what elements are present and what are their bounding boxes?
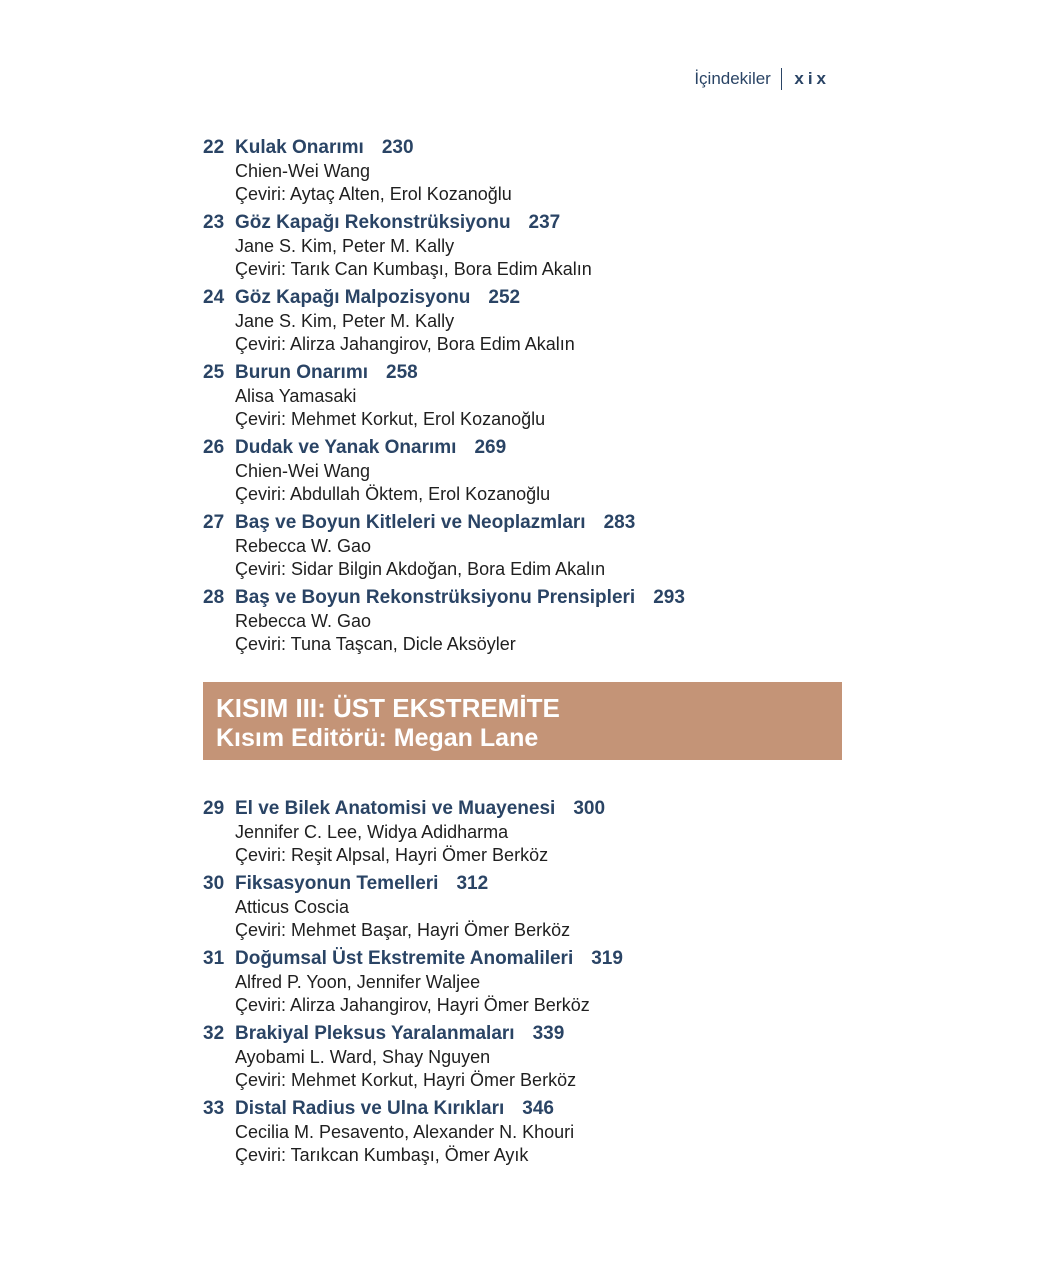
page-number: xix <box>794 69 830 88</box>
chapter-authors: Jane S. Kim, Peter M. Kally <box>235 311 455 331</box>
chapter-number: 30 <box>203 873 225 894</box>
chapter-title-line[interactable] <box>235 436 843 460</box>
part-editor: Kısım Editörü: Megan Lane <box>216 724 539 752</box>
chapter-authors: Jennifer C. Lee, Widya Adidharma <box>235 822 509 842</box>
chapter-translators: Çeviri: Alirza Jahangirov, Bora Edim Akalın <box>235 333 575 354</box>
chapter-authors: Rebecca W. Gao <box>235 611 372 631</box>
toc-entry[interactable] <box>203 586 843 655</box>
running-head-section: İçindekiler <box>694 69 771 88</box>
toc-entry[interactable] <box>203 1022 843 1091</box>
chapter-translators: Çeviri: Tarık Can Kumbaşı, Bora Edim Akalın <box>235 258 592 279</box>
chapter-translators: Çeviri: Reşit Alpsal, Hayri Ömer Berköz <box>235 844 549 865</box>
chapter-title-line[interactable] <box>235 586 843 610</box>
chapter-translators: Çeviri: Mehmet Korkut, Hayri Ömer Berköz <box>235 1069 577 1090</box>
chapter-authors: Ayobami L. Ward, Shay Nguyen <box>235 1047 491 1067</box>
chapter-number: 27 <box>203 512 225 533</box>
toc-entry[interactable] <box>203 947 843 1016</box>
chapter-title-line[interactable] <box>235 136 843 160</box>
chapter-page: 258 <box>386 362 418 383</box>
chapter-number: 23 <box>203 212 225 233</box>
chapter-title-line[interactable] <box>235 872 843 896</box>
chapter-title-line[interactable] <box>235 511 843 535</box>
toc-entry[interactable] <box>203 361 843 430</box>
chapter-authors: Cecilia M. Pesavento, Alexander N. Khouri <box>235 1122 575 1142</box>
toc-entry[interactable] <box>203 797 843 866</box>
chapter-number: 33 <box>203 1098 225 1119</box>
chapter-page: 312 <box>456 873 489 894</box>
chapter-number: 24 <box>203 287 225 308</box>
chapter-number: 29 <box>203 798 225 819</box>
chapter-number: 32 <box>203 1023 225 1044</box>
toc-entry[interactable] <box>203 511 843 580</box>
chapter-title[interactable]: El ve Bilek Anatomisi ve Muayenesi <box>235 798 556 819</box>
toc-list-top <box>203 136 843 661</box>
chapter-page: 230 <box>381 137 414 158</box>
chapter-title[interactable]: Burun Onarımı <box>235 362 369 383</box>
toc-entry[interactable] <box>203 136 843 205</box>
chapter-translators: Çeviri: Aytaç Alten, Erol Kozanoğlu <box>235 183 512 204</box>
chapter-title[interactable]: Brakiyal Pleksus Yaralanmaları <box>235 1023 515 1044</box>
chapter-page: 283 <box>603 512 636 533</box>
chapter-title-line[interactable] <box>235 211 843 235</box>
chapter-title[interactable]: Distal Radius ve Ulna Kırıkları <box>235 1098 505 1119</box>
chapter-translators: Çeviri: Mehmet Başar, Hayri Ömer Berköz <box>235 919 571 940</box>
chapter-title-line[interactable] <box>235 947 843 971</box>
chapter-page: 269 <box>474 437 507 458</box>
chapter-title-line[interactable] <box>235 1022 843 1046</box>
chapter-authors: Rebecca W. Gao <box>235 536 372 556</box>
chapter-title[interactable]: Baş ve Boyun Rekonstrüksiyonu Prensipleri <box>235 587 636 608</box>
chapter-title[interactable]: Fiksasyonun Temelleri <box>235 873 439 894</box>
chapter-title[interactable]: Baş ve Boyun Kitleleri ve Neoplazmları <box>235 512 586 533</box>
chapter-translators: Çeviri: Tarıkcan Kumbaşı, Ömer Ayık <box>235 1144 529 1165</box>
chapter-number: 28 <box>203 587 225 608</box>
part-title: KISIM III: ÜST EKSTREMİTE <box>216 693 560 723</box>
chapter-number: 31 <box>203 948 225 969</box>
chapter-authors: Alisa Yamasaki <box>235 386 357 406</box>
chapter-page: 339 <box>532 1023 565 1044</box>
chapter-page: 252 <box>488 287 521 308</box>
chapter-number: 26 <box>203 437 225 458</box>
chapter-number: 22 <box>203 137 225 158</box>
toc-entry[interactable] <box>203 1097 843 1166</box>
chapter-title-line[interactable] <box>235 797 843 821</box>
running-head-divider <box>781 68 783 90</box>
chapter-title-line[interactable] <box>235 361 843 385</box>
chapter-authors: Alfred P. Yoon, Jennifer Waljee <box>235 972 481 992</box>
chapter-page: 293 <box>653 587 685 608</box>
chapter-title-line[interactable] <box>235 1097 843 1121</box>
toc-entry[interactable] <box>203 872 843 941</box>
chapter-title[interactable]: Göz Kapağı Rekonstrüksiyonu <box>235 212 511 233</box>
toc-list-bottom <box>203 797 843 1172</box>
chapter-number: 25 <box>203 362 225 383</box>
running-head <box>694 68 830 90</box>
toc-entry[interactable] <box>203 211 843 280</box>
chapter-page: 237 <box>528 212 561 233</box>
chapter-translators: Çeviri: Mehmet Korkut, Erol Kozanoğlu <box>235 408 546 429</box>
chapter-page: 319 <box>591 948 623 969</box>
chapter-authors: Jane S. Kim, Peter M. Kally <box>235 236 455 256</box>
chapter-title[interactable]: Kulak Onarımı <box>235 137 364 158</box>
chapter-authors: Atticus Coscia <box>235 897 350 917</box>
chapter-translators: Çeviri: Tuna Taşcan, Dicle Aksöyler <box>235 633 516 654</box>
chapter-authors: Chien-Wei Wang <box>235 461 371 481</box>
chapter-title[interactable]: Dudak ve Yanak Onarımı <box>235 437 457 458</box>
chapter-translators: Çeviri: Alirza Jahangirov, Hayri Ömer Berköz <box>235 994 590 1015</box>
chapter-title[interactable]: Doğumsal Üst Ekstremite Anomalileri <box>235 948 574 969</box>
chapter-translators: Çeviri: Sidar Bilgin Akdoğan, Bora Edim Akalın <box>235 558 606 579</box>
toc-entry[interactable] <box>203 436 843 505</box>
chapter-title-line[interactable] <box>235 286 843 310</box>
chapter-authors: Chien-Wei Wang <box>235 161 371 181</box>
chapter-page: 300 <box>573 798 606 819</box>
chapter-title[interactable]: Göz Kapağı Malpozisyonu <box>235 287 471 308</box>
chapter-page: 346 <box>522 1098 554 1119</box>
part-banner <box>203 682 842 760</box>
chapter-translators: Çeviri: Abdullah Öktem, Erol Kozanoğlu <box>235 483 551 504</box>
toc-entry[interactable] <box>203 286 843 355</box>
